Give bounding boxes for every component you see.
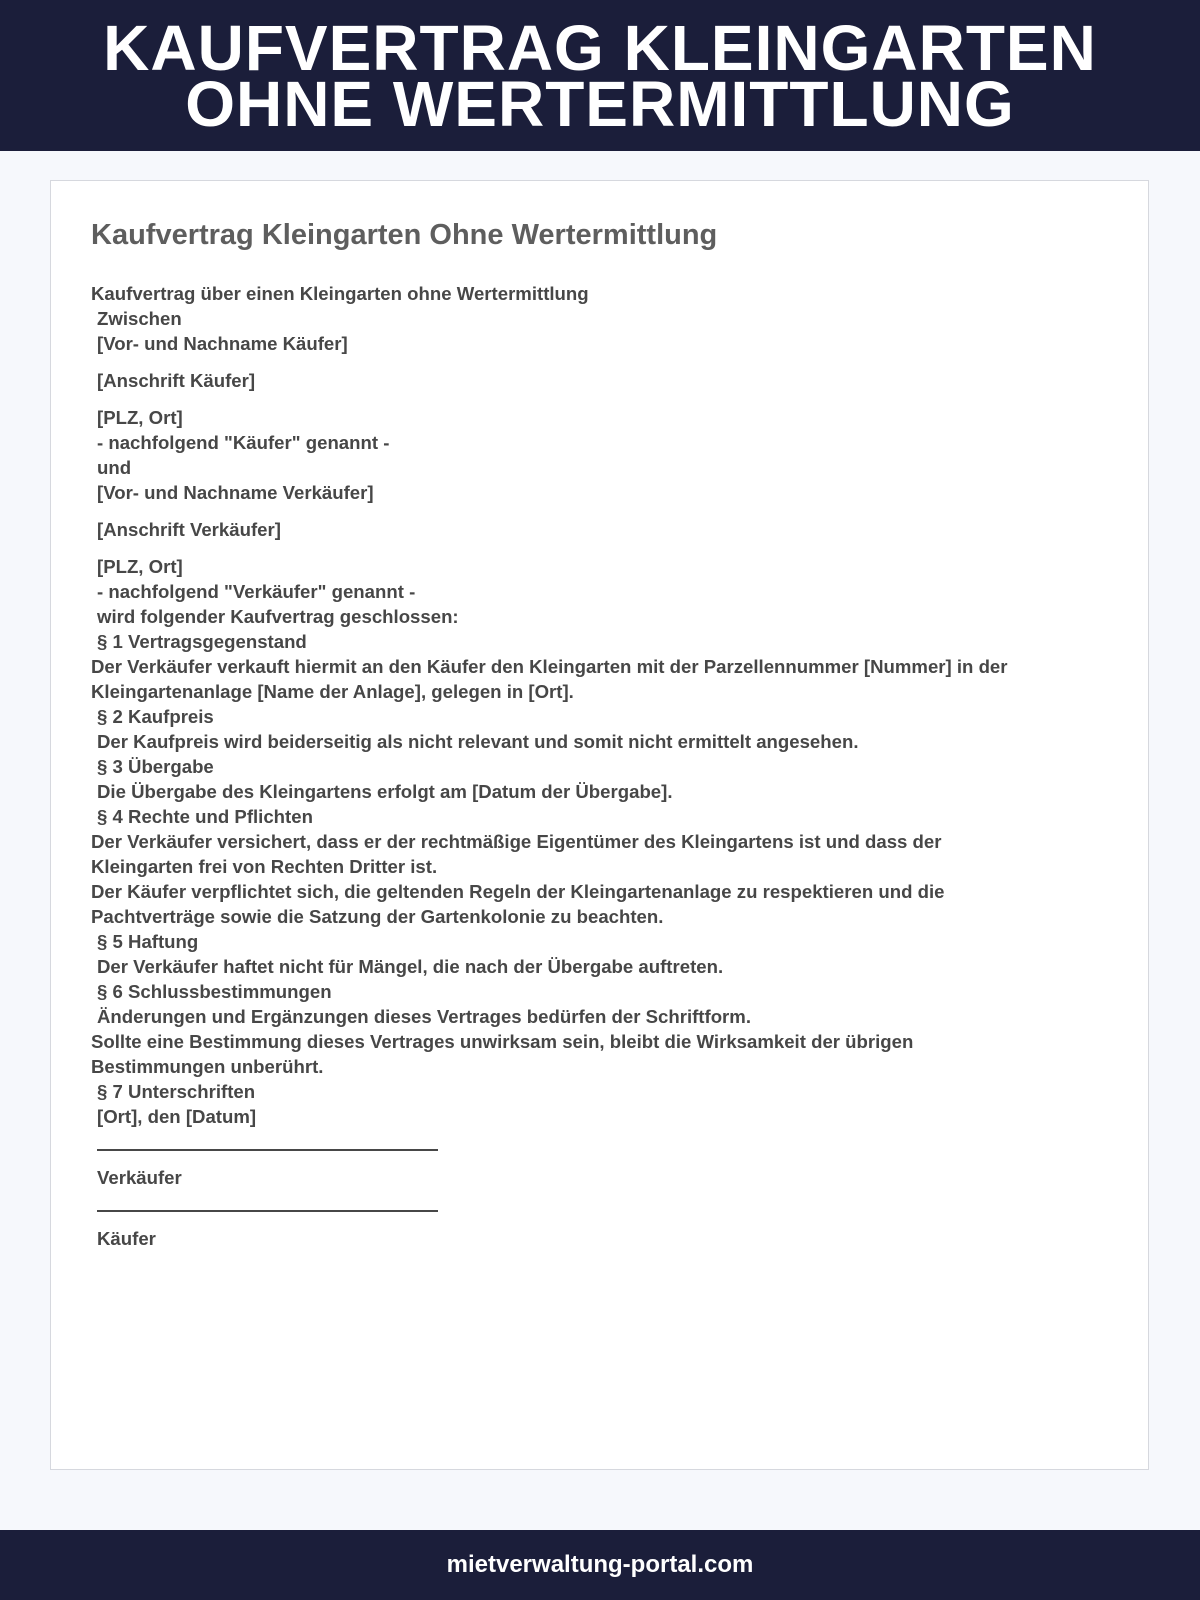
section-2-heading: § 2 Kaufpreis (97, 706, 214, 727)
footer-site-link[interactable]: mietverwaltung-portal.com (446, 1551, 754, 1578)
section-6-text-1: Änderungen und Ergänzungen dieses Vertrages bedürfen der Schriftform. (97, 1006, 751, 1027)
seller-city-field: [PLZ, Ort] (97, 556, 183, 577)
buyer-signature-line (97, 1210, 438, 1212)
section-1-heading: § 1 Vertragsgegenstand (97, 631, 307, 652)
section-4-text-2-line-2: Pachtverträge sowie die Satzung der Gartenkolonie zu beachten. (91, 906, 664, 927)
section-2-text: Der Kaufpreis wird beiderseitig als nicht relevant und somit nicht ermittelt angesehen. (97, 731, 859, 752)
contract-body (91, 281, 1136, 1251)
section-7-heading: § 7 Unterschriften (97, 1081, 256, 1102)
section-6-text-2-line-1: Sollte eine Bestimmung dieses Vertrages unwirksam sein, bleibt die Wirksamkeit der übrigen (91, 1031, 914, 1052)
buyer-designation: - nachfolgend "Käufer" genannt - (97, 432, 390, 453)
buyer-address-field: [Anschrift Käufer] (97, 370, 256, 391)
contract-concluded-text: wird folgender Kaufvertrag geschlossen: (97, 606, 459, 627)
page-footer (0, 1530, 1200, 1600)
between-label: Zwischen (97, 308, 182, 329)
buyer-city-field: [PLZ, Ort] (97, 407, 183, 428)
section-1-text-line-1: Der Verkäufer verkauft hiermit an den Käufer den Kleingarten mit der Parzellennummer [Nummer] in der (91, 656, 1008, 677)
seller-name-field: [Vor- und Nachname Verkäufer] (97, 482, 374, 503)
section-6-text-2-line-2: Bestimmungen unberührt. (91, 1056, 324, 1077)
contract-intro: Kaufvertrag über einen Kleingarten ohne Wertermittlung (91, 283, 589, 304)
seller-signature-line (97, 1149, 438, 1151)
banner-title-line-1: KAUFVERTRAG KLEINGARTEN (103, 11, 1097, 84)
and-label: und (97, 457, 132, 478)
section-4-text-2-line-1: Der Käufer verpflichtet sich, die geltenden Regeln der Kleingartenanlage zu respektieren und die (91, 881, 945, 902)
section-3-text: Die Übergabe des Kleingartens erfolgt am [Datum der Übergabe]. (97, 781, 673, 802)
banner-title-line-2: OHNE WERTERMITTLUNG (185, 67, 1015, 140)
seller-address-field: [Anschrift Verkäufer] (97, 519, 281, 540)
buyer-name-field: [Vor- und Nachname Käufer] (97, 333, 348, 354)
section-5-heading: § 5 Haftung (97, 931, 199, 952)
section-6-heading: § 6 Schlussbestimmungen (97, 981, 332, 1002)
buyer-signature-label: Käufer (97, 1228, 156, 1249)
page-banner (0, 0, 1200, 151)
document-card (50, 180, 1149, 1470)
section-4-text-1-line-2: Kleingarten frei von Rechten Dritter ist. (91, 856, 438, 877)
document-title: Kaufvertrag Kleingarten Ohne Wertermittlung (91, 219, 718, 251)
section-3-heading: § 3 Übergabe (97, 756, 214, 777)
section-1-text-line-2: Kleingartenanlage [Name der Anlage], gelegen in [Ort]. (91, 681, 574, 702)
section-5-text: Der Verkäufer haftet nicht für Mängel, die nach der Übergabe auftreten. (97, 956, 724, 977)
section-4-heading: § 4 Rechte und Pflichten (97, 806, 313, 827)
section-4-text-1-line-1: Der Verkäufer versichert, dass er der rechtmäßige Eigentümer des Kleingartens ist und dass der (91, 831, 942, 852)
seller-signature-label: Verkäufer (97, 1167, 182, 1188)
place-date-field: [Ort], den [Datum] (97, 1106, 257, 1127)
seller-designation: - nachfolgend "Verkäufer" genannt - (97, 581, 416, 602)
